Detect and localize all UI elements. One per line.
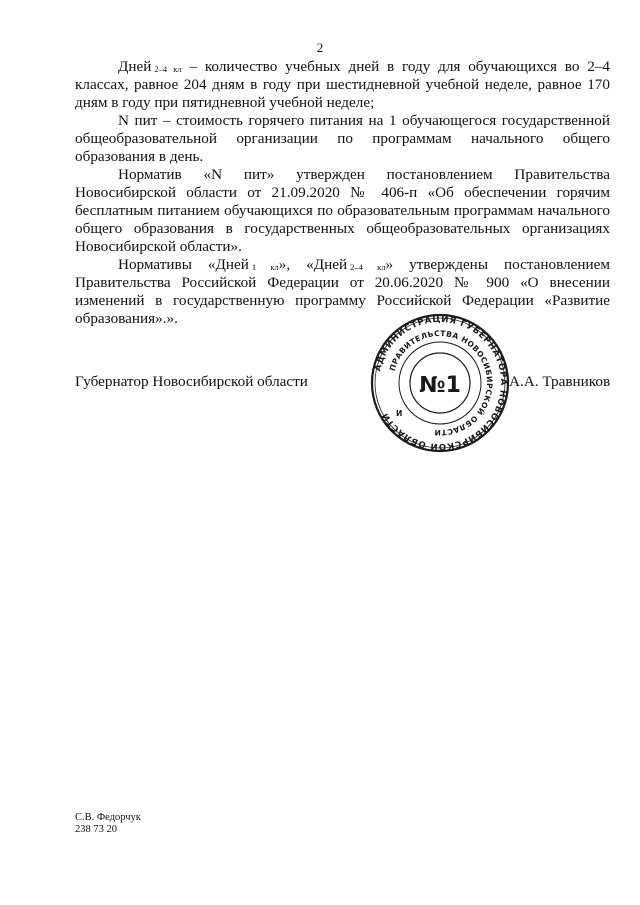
paragraph-text-b: », «Дней	[278, 256, 348, 273]
paragraph-days-2-4	[75, 58, 610, 112]
term-days: Дней	[118, 58, 152, 75]
paragraph-text-c: » утверждены постановлением Правительства Российской Федерации от 20.06.2020 № 900 «О внесении изменений в государственную программу Российской Федерации «Развитие образования».».	[75, 256, 610, 327]
page-number: 2	[316, 40, 324, 55]
seal-inner-text: ПРАВИТЕЛЬСТВА НОВОСИБИРСКОЙ ОБЛАСТИ	[387, 328, 495, 438]
paragraph-norm-n-pit: Норматив «N пит» утвержден постановлением Правительства Новосибирской области от 21.09.2020 № 406-п «Об обеспечении горячим бесплатным питанием обучающихся по образовательным программам начального общего образования в государственных общеобразовательных организациях Новосибирской области».	[75, 166, 610, 255]
subscript-2-4: 2–4 кл	[350, 262, 386, 272]
seal-inner-prefix: И	[396, 409, 403, 418]
signatory-position: Губернатор Новосибирской области	[75, 373, 308, 390]
signatory-name: А.А. Травников	[509, 373, 611, 390]
paragraph-norms-days	[75, 256, 610, 328]
seal-number: №1	[419, 373, 461, 398]
subscript-1: 1 кл	[251, 262, 279, 272]
executor-phone: 238 73 20	[75, 824, 117, 835]
executor-name: С.В. Федорчук	[75, 812, 141, 823]
subscript-2-4: 2–4 кл	[154, 64, 182, 74]
document-body	[75, 58, 610, 328]
paragraph-text-a: Нормативы «Дней	[118, 256, 249, 273]
seal-outer-text: АДМИНИСТРАЦИЯ ГУБЕРНАТОРА НОВОСИБИРСКОЙ ОБЛАСТИ	[373, 314, 509, 452]
official-seal	[370, 313, 510, 453]
paragraph-n-pit: N пит – стоимость горячего питания на 1 обучающегося государственной общеобразовательной организации по программам начального общего образования в день.	[75, 112, 610, 165]
executor-block	[75, 812, 141, 836]
paragraph-text: – количество учебных дней в году для обучающихся во 2–4 классах, равное 204 дням в году при шестидневной учебной неделе, равное 170 дням в году при пятидневной учебной неделе;	[75, 58, 610, 111]
